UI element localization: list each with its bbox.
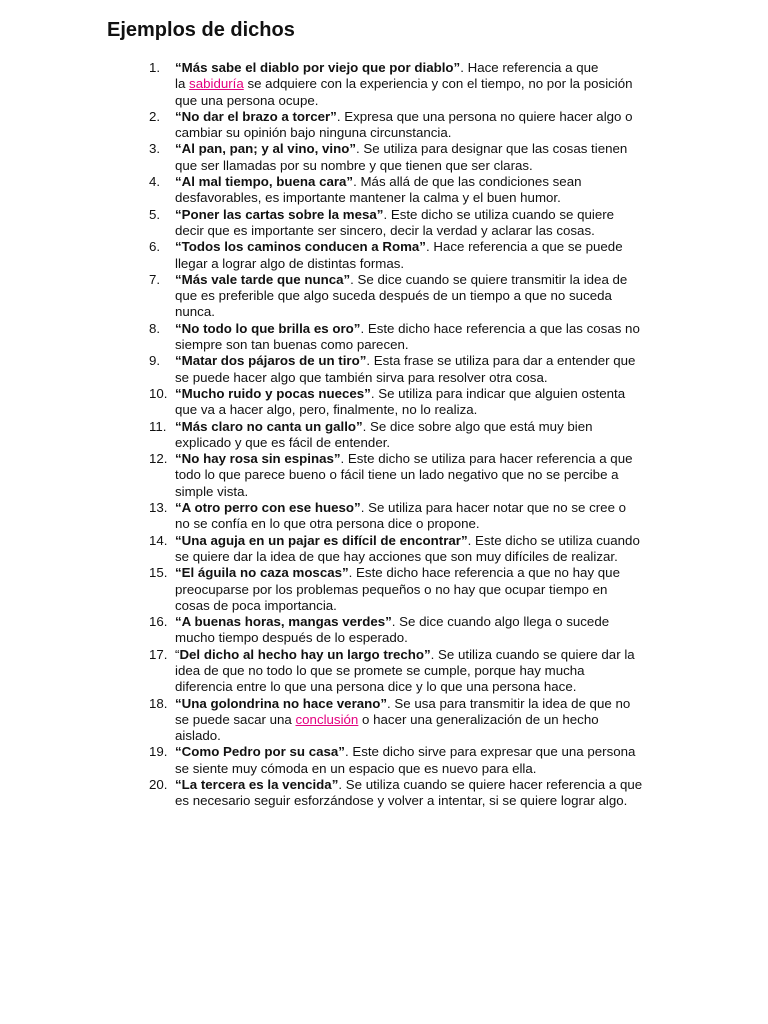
saying-text: preocuparse por los problemas pequeños o no hay que ocupar tiempo en	[175, 581, 608, 597]
item-number: 8.	[149, 320, 161, 336]
sabiduria-link[interactable]: sabiduría	[189, 76, 244, 92]
item-number: 18.	[149, 695, 168, 711]
saying-text: se puede hacer algo que también sirva para resolver otra cosa.	[175, 369, 548, 385]
saying-text: . Se dice cuando algo llega o sucede	[391, 614, 610, 630]
saying-text: llegar a lograr algo de distintas formas.	[175, 255, 405, 271]
saying-quote: “Mucho ruido y pocas nueces”	[175, 385, 371, 401]
saying-quote: “Como Pedro por su casa”	[175, 744, 345, 760]
saying-text: . Se utiliza para designar que las cosas tienen	[356, 141, 628, 157]
saying-text: que es preferible que algo suceda después de un tiempo a que no suceda	[175, 288, 612, 304]
list-item	[149, 418, 663, 452]
saying-quote: “No dar el brazo a torcer”	[175, 108, 337, 124]
saying-quote: “El águila no caza moscas”	[175, 565, 349, 581]
item-number: 11.	[149, 418, 167, 434]
list-item	[149, 353, 663, 386]
saying-text: . Se dice sobre algo que está muy bien	[362, 418, 593, 434]
saying-quote: “No hay rosa sin espinas”	[175, 451, 341, 467]
list-item	[149, 451, 663, 500]
saying-quote: “La tercera es la vencida”	[175, 777, 339, 793]
saying-text: . Se utiliza cuando se quiere hacer referencia a que	[338, 777, 643, 793]
sayings-list	[0, 60, 768, 810]
saying-text: mucho tiempo después de lo esperado.	[175, 630, 408, 646]
saying-text: cambiar su opinión bajo ninguna circunstancia.	[175, 125, 452, 141]
saying-text: cosas de poca importancia.	[175, 597, 337, 613]
saying-text: . Este dicho se utiliza cuando se quiere	[383, 206, 615, 222]
saying-quote: “Todos los caminos conducen a Roma”	[175, 239, 426, 255]
list-item	[149, 777, 663, 810]
saying-text: . Se usa para transmitir la idea de que no	[387, 695, 631, 711]
list-item	[149, 500, 663, 533]
list-item	[149, 239, 663, 272]
list-item	[149, 385, 663, 419]
saying-quote: “Más vale tarde que nunca”	[175, 271, 351, 287]
item-number: 20.	[149, 777, 168, 793]
list-item	[149, 320, 663, 354]
saying-text: . Este dicho hace referencia a que las cosas no	[360, 320, 640, 336]
saying-text: decir que es importante ser sincero, decir la verdad y aclarar las cosas.	[175, 222, 595, 238]
list-item	[149, 141, 663, 174]
saying-text: o hacer una generalización de un hecho	[358, 711, 599, 727]
document-title: Ejemplos de dichos	[107, 19, 295, 41]
saying-text: la	[175, 76, 190, 92]
item-number: 3.	[149, 141, 161, 157]
saying-text: se quiere dar la idea de que hay acciones que son muy difíciles de realizar.	[175, 548, 618, 564]
saying-text: simple vista.	[175, 483, 249, 499]
saying-quote: “Más sabe el diablo por viejo que por diablo”	[175, 60, 461, 75]
saying-quote: “A otro perro con ese hueso”	[175, 500, 361, 516]
saying-text: . Se dice cuando se quiere transmitir la idea de	[350, 271, 628, 287]
item-number: 19.	[149, 744, 168, 760]
saying-text: . Este dicho sirve para expresar que una persona	[344, 744, 636, 760]
saying-text: . Más allá de que las condiciones sean	[353, 174, 582, 190]
item-number: 10.	[149, 385, 168, 401]
saying-text: nunca.	[175, 304, 215, 320]
saying-text: se siente muy cómoda en un espacio que es nuevo para ella.	[175, 760, 537, 776]
saying-quote: “Poner las cartas sobre la mesa”	[175, 206, 384, 222]
item-number: 4.	[149, 174, 161, 190]
saying-text: explicado y que es fácil de entender.	[175, 434, 391, 450]
saying-text: es necesario seguir esforzándose y volver a intentar, si se quiere lograr algo.	[175, 793, 628, 809]
saying-text: . Este dicho hace referencia a que no hay que	[348, 565, 620, 581]
item-number: 15.	[149, 565, 168, 581]
saying-text: . Se utiliza para hacer notar que no se cree o	[360, 500, 627, 516]
saying-text: aislado.	[175, 728, 221, 744]
item-number: 7.	[149, 271, 161, 287]
saying-quote: “Más claro no canta un gallo”	[175, 418, 363, 434]
item-number: 2.	[149, 108, 161, 124]
list-item	[149, 60, 663, 109]
item-number: 17.	[149, 646, 168, 662]
saying-text: que ser llamadas por su nombre y que tienen que ser claras.	[175, 157, 533, 173]
item-number: 6.	[149, 239, 161, 255]
saying-text: siempre son tan buenas como parecen.	[175, 337, 409, 353]
saying-text: . Hace referencia a que	[460, 60, 599, 75]
list-item	[149, 614, 663, 647]
saying-text: . Hace referencia a que se puede	[425, 239, 623, 255]
saying-quote: “No todo lo que brilla es oro”	[175, 320, 361, 336]
list-item	[149, 646, 663, 696]
saying-text: idea de que no todo lo que se promete se cumple, porque hay mucha	[175, 662, 585, 678]
list-item	[149, 108, 663, 142]
saying-text: todo lo que parece bueno o fácil tiene un lado negativo que no se percibe a	[175, 467, 619, 483]
saying-text: se puede sacar una	[175, 711, 296, 727]
saying-text: no se confía en lo que otra persona dice o propone.	[175, 516, 480, 532]
item-number: 14.	[149, 532, 168, 548]
saying-text: . Se utiliza cuando se quiere dar la	[430, 646, 635, 662]
saying-text: . Expresa que una persona no quiere hacer algo o	[336, 108, 633, 124]
saying-text: que va a hacer algo, pero, finalmente, no lo realiza.	[175, 402, 478, 418]
saying-text: diferencia entre lo que una persona dice y lo que una persona hace.	[175, 679, 577, 695]
list-item	[149, 532, 663, 566]
list-item	[149, 695, 663, 745]
saying-quote: Del dicho al hecho hay un largo trecho”	[179, 646, 431, 662]
saying-quote-open: “	[175, 646, 180, 662]
saying-text: desfavorables, es importante mantener la calma y el buen humor.	[175, 190, 561, 206]
list-item	[149, 744, 663, 777]
saying-quote: “Una golondrina no hace verano”	[175, 695, 388, 711]
saying-text: . Se utiliza para indicar que alguien ostenta	[370, 385, 626, 401]
item-number: 12.	[149, 451, 168, 467]
saying-quote: “Una aguja en un pajar es difícil de encontrar”	[175, 532, 468, 548]
saying-quote: “Matar dos pájaros de un tiro”	[175, 353, 367, 369]
saying-text: . Esta frase se utiliza para dar a entender que	[366, 353, 636, 369]
list-item	[149, 206, 663, 240]
saying-text: . Este dicho se utiliza para hacer referencia a que	[340, 451, 633, 467]
saying-text: que una persona ocupe.	[175, 92, 319, 108]
saying-quote: “A buenas horas, mangas verdes”	[175, 614, 392, 630]
conclusion-link[interactable]: conclusión	[295, 711, 359, 727]
list-item	[149, 565, 663, 614]
saying-quote: “Al pan, pan; y al vino, vino”	[175, 141, 357, 157]
item-number: 13.	[149, 500, 168, 516]
item-number: 9.	[149, 353, 161, 369]
item-number: 1.	[149, 60, 161, 75]
item-number: 16.	[149, 614, 168, 630]
saying-text: . Este dicho se utiliza cuando	[467, 532, 640, 548]
list-item	[149, 174, 663, 207]
item-number: 5.	[149, 206, 161, 222]
saying-quote: “Al mal tiempo, buena cara”	[175, 174, 354, 190]
list-item	[149, 271, 663, 321]
saying-text: se adquiere con la experiencia y con el tiempo, no por la posición	[243, 76, 633, 92]
